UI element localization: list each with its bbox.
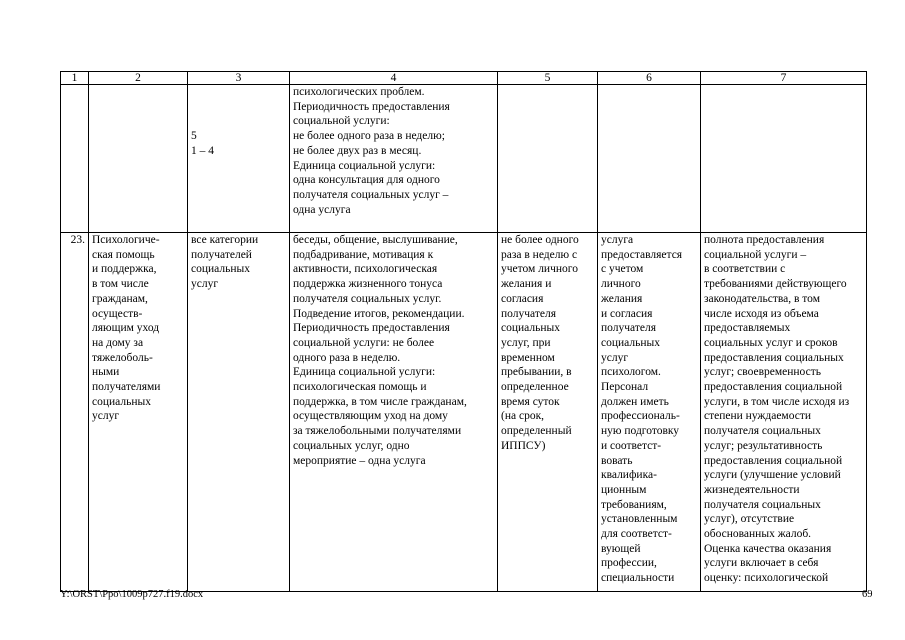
row-number-cell: 23. — [61, 233, 89, 592]
services-table — [60, 71, 867, 592]
quality-cell: полнота предоставления социальной услуги – в соответствии с требованиями действующего законодательства, в том числе исходя из объема предоставляемых социальных услуг и сроков предоставления социальных услуг; своевременность предоставления социальной услуги, в том числе исходя из степени нуждаемости получателя социальных услуг; результативность предоставления социальной услуги (улучшение условий жизнедеятельности получателя социальных услуг), отсутствие обоснованных жалоб. Оценка качества оказания услуги включает в себя оценку: психологической — [701, 233, 867, 592]
header-cell: 2 — [89, 72, 188, 85]
header-cell: 4 — [290, 72, 498, 85]
table-row — [61, 85, 867, 233]
terms-cell: не более одного раза в неделю с учетом личного желания и согласия получателя социальных услуг, при временном пребывании, в определенное время суток (на срок, определенный ИППСУ) — [498, 233, 598, 592]
description-cell: психологических проблем. Периодичность предоставления социальной услуги: не более одного раза в неделю; не более двух раз в месяц. Единица социальной услуги: одна консультация для одного получателя социальных услуг – одна услуга — [290, 85, 498, 233]
conditions-cell: услуга предоставляется с учетом личного желания и согласия получателя социальных услуг психологом. Персонал должен иметь профессиональ- ную подготовку и соответст- вовать квалифика- ционным требованиям, установленным для соответст- вующей профессии, специальности — [598, 233, 701, 592]
service-name-cell — [89, 85, 188, 233]
header-cell: 7 — [701, 72, 867, 85]
header-cell: 6 — [598, 72, 701, 85]
terms-cell — [498, 85, 598, 233]
service-name-cell: Психологиче- ская помощь и поддержка, в том числе гражданам, осуществ- ляющим уход на дому за тяжелоболь- ными получателями социальных услуг — [89, 233, 188, 592]
table-row — [61, 233, 867, 592]
description-cell: беседы, общение, выслушивание, подбадривание, мотивация к активности, психологическая поддержка жизненного тонуса получателя социальных услуг. Подведение итогов, рекомендации. Периодичность предоставления социальной услуги: не более одного раза в неделю. Единица социальной услуги: психологическая помощь и поддержка, в том числе гражданам, осуществляющим уход на дому за тяжелобольными получателями социальных услуг, одно мероприятие – одна услуга — [290, 233, 498, 592]
row-number-cell — [61, 85, 89, 233]
conditions-cell — [598, 85, 701, 233]
header-cell: 5 — [498, 72, 598, 85]
quality-cell — [701, 85, 867, 233]
header-row — [61, 72, 867, 85]
header-cell: 3 — [188, 72, 290, 85]
recipients-cell: все категории получателей социальных услуг — [188, 233, 290, 592]
recipients-cell: 5 1 – 4 — [188, 85, 290, 233]
file-path-footer: Y:\ORST\Ppo\1009p727.f19.docx — [60, 589, 204, 600]
header-cell: 1 — [61, 72, 89, 85]
page-number: 69 — [862, 589, 873, 600]
